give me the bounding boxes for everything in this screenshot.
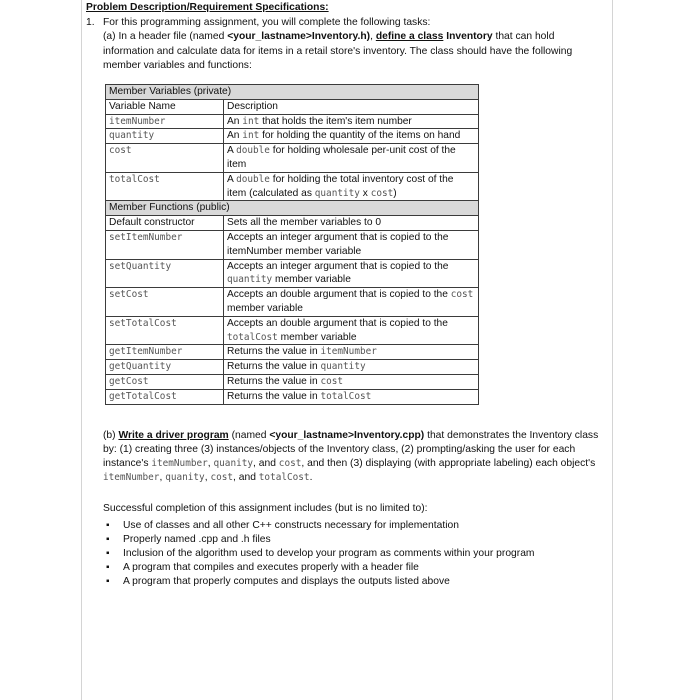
functions-section-header <box>106 201 479 216</box>
desc-text: for holding wholesale per-unit cost of the item <box>227 145 456 170</box>
part-a-rest: that can hold information and calculate data for items in a retail store's inventory. The class should have the following member variables and functions: <box>103 31 573 71</box>
function-row <box>106 230 479 259</box>
page-left-edge <box>81 0 82 700</box>
part-b-text: , <box>204 472 211 484</box>
part-b-code: cost <box>210 472 234 484</box>
part-b-text: , and <box>233 472 259 484</box>
page-heading: Problem Description/Requirement Specifications: <box>86 2 329 13</box>
desc-text: Accepts an double argument that is copied to the <box>227 317 448 329</box>
item-lead: For this programming assignment, you will complete the following tasks: <box>103 17 431 29</box>
desc-text: x <box>359 187 371 199</box>
success-section <box>103 502 606 589</box>
part-b-text: . <box>309 472 313 484</box>
part-b-filename: <your_lastname>Inventory.cpp) <box>269 429 425 441</box>
desc-text: that holds the item's item number <box>259 115 412 127</box>
variable-row <box>106 144 479 173</box>
function-row <box>106 288 479 317</box>
requirements-list <box>103 519 606 590</box>
function-row <box>106 259 479 288</box>
function-name: getTotalCost <box>109 390 177 402</box>
column-header-row <box>106 99 479 114</box>
class-spec-table <box>105 84 479 405</box>
desc-code: double <box>236 145 270 157</box>
desc-code: totalCost <box>320 390 372 402</box>
desc-code: int <box>242 115 260 127</box>
part-b-code: cost <box>278 457 302 469</box>
part-a-class-name: Inventory <box>446 31 493 43</box>
part-b-text: , and then (3) displaying (with appropriate labeling) each object's <box>301 457 596 469</box>
desc-text: Returns the value in <box>227 361 321 373</box>
part-b-code: totalCost <box>258 472 310 484</box>
variable-name: cost <box>109 145 132 157</box>
part-b-text: , and <box>253 457 279 469</box>
list-item: ▪ A program that properly computes and displays the outputs listed above <box>103 575 606 589</box>
function-name: setTotalCost <box>109 317 177 329</box>
part-a-intro: (a) In a header file (named <box>103 31 228 43</box>
part-b-write: Write a driver program <box>118 429 229 441</box>
part-a-paragraph <box>103 30 606 73</box>
desc-text: An <box>227 115 243 127</box>
desc-text: for holding the quantity of the items on hand <box>259 130 461 142</box>
function-name: setItemNumber <box>109 231 183 243</box>
desc-code: quantity <box>314 187 360 199</box>
desc-text: An <box>227 130 243 142</box>
part-b-text: , <box>207 457 214 469</box>
desc-code: quantity <box>227 274 273 286</box>
function-name: setQuantity <box>109 260 172 272</box>
part-a-sep: , <box>370 31 376 43</box>
desc-code: int <box>242 130 260 142</box>
variable-row <box>106 129 479 144</box>
function-row <box>106 389 479 404</box>
desc-text: Accepts an double argument that is copied to the <box>227 289 451 301</box>
function-name: getCost <box>109 375 149 387</box>
page-right-edge <box>612 0 613 700</box>
desc-code: cost <box>370 187 394 199</box>
desc-text: Returns the value in <box>227 375 321 387</box>
part-b-text: , <box>159 472 166 484</box>
success-lead: Successful completion of this assignment includes (but is no limited to): <box>103 503 428 515</box>
variable-name: quantity <box>109 130 155 142</box>
function-row <box>106 345 479 360</box>
variables-header-cell: Member Variables (private) <box>106 85 479 100</box>
desc-text: member variable <box>272 274 351 286</box>
item-number: 1. <box>86 17 95 29</box>
desc-text: ) <box>393 187 397 199</box>
part-b-code: quanity <box>165 472 205 484</box>
function-name: setCost <box>109 289 149 301</box>
variable-row <box>106 172 479 201</box>
list-item: ▪ Properly named .cpp and .h files <box>103 533 606 547</box>
desc-text: Returns the value in <box>227 390 321 402</box>
col-name-header: Variable Name <box>106 99 224 114</box>
desc-text: member variable <box>277 331 357 343</box>
part-b-code: itemNumber <box>151 457 208 469</box>
part-b-code: itemNumber <box>103 472 160 484</box>
part-b-lead: (b) <box>103 429 119 441</box>
variables-section-header <box>106 85 479 100</box>
desc-code: cost <box>320 375 344 387</box>
desc-text: Accepts an integer argument that is copied to the itemNumber member variable <box>227 231 449 257</box>
desc-code: itemNumber <box>320 346 377 358</box>
desc-code: cost <box>450 289 474 301</box>
desc-text: for holding the total inventory cost of the item (calculated as <box>227 173 454 199</box>
functions-header-cell: Member Functions (public) <box>106 201 479 216</box>
part-a-filename: <your_lastname>Inventory.h) <box>227 31 371 43</box>
desc-code: quantity <box>320 361 366 373</box>
part-a-define: define a class <box>375 31 444 43</box>
function-row <box>106 216 479 231</box>
desc-text: Returns the value in <box>227 346 321 358</box>
desc-code: double <box>236 173 270 185</box>
task-item-1 <box>86 16 606 73</box>
item-body <box>103 16 606 73</box>
document-page <box>86 0 606 590</box>
variable-row <box>106 114 479 129</box>
desc-text: Sets all the member variables to 0 <box>227 217 382 229</box>
desc-text: member variable <box>227 302 303 314</box>
desc-text: A <box>227 145 237 157</box>
function-row <box>106 360 479 375</box>
part-b-text: that demonstrates the Inventory class by: (1) creating three (3) instances/objects of the Inventory class, (2) prompting/asking the user for each instance's <box>103 429 599 469</box>
function-row <box>106 316 479 345</box>
list-item: ▪ Use of classes and all other C++ constructs necessary for implementation <box>103 519 606 533</box>
desc-code: totalCost <box>227 331 278 343</box>
desc-text: A <box>227 173 237 185</box>
function-name: getQuantity <box>109 361 172 373</box>
part-b-named: (named <box>228 429 270 441</box>
part-b-code: quanity <box>213 457 254 469</box>
list-item: ▪ A program that compiles and executes properly with a header file <box>103 561 606 575</box>
function-name: getItemNumber <box>109 346 183 358</box>
list-item: ▪ Inclusion of the algorithm used to develop your program as comments within your program <box>103 547 606 561</box>
variable-name: itemNumber <box>109 115 166 127</box>
variable-name: totalCost <box>109 173 160 185</box>
function-name: Default constructor <box>109 217 195 229</box>
col-desc-header: Description <box>224 99 479 114</box>
part-b-paragraph <box>103 429 606 486</box>
desc-text: Accepts an integer argument that is copied to the <box>227 260 449 272</box>
function-row <box>106 374 479 389</box>
